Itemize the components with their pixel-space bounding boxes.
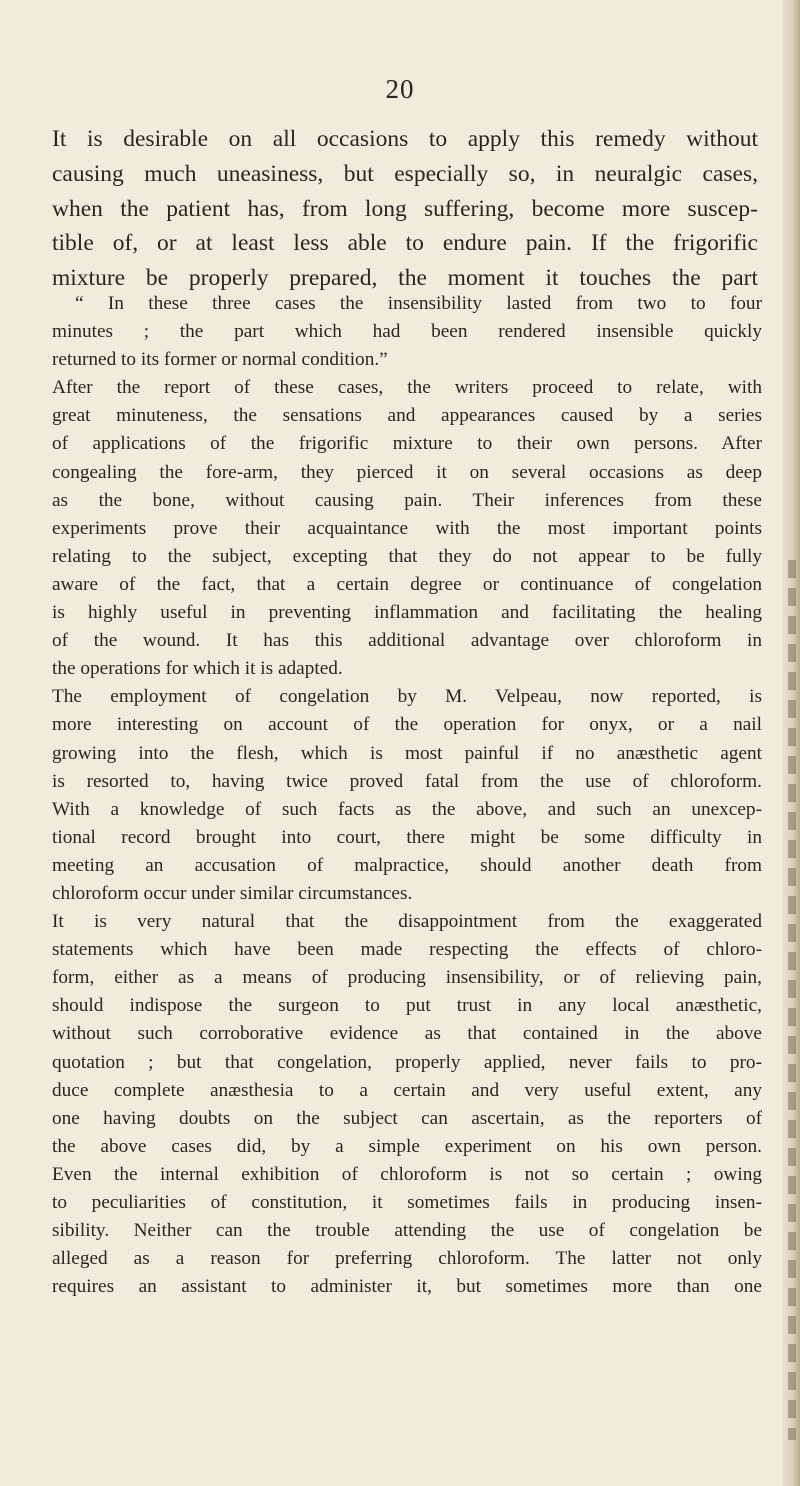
paragraph-small-type — [52, 290, 762, 1301]
text-line: minutes ; the part which had been rendered insensible quickly — [52, 321, 762, 343]
text-line: After the report of these cases, the writers proceed to relate, with — [52, 377, 762, 399]
text-line: quotation ; but that congelation, properly applied, never fails to pro- — [52, 1051, 762, 1073]
text-line: tional record brought into court, there might be some difficulty in — [52, 826, 762, 848]
text-line: sibility. Neither can the trouble attending the use of congelation be — [52, 1220, 762, 1242]
text-line: form, either as a means of producing insensibility, or of relieving pain, — [52, 967, 762, 989]
page-number: 20 — [385, 74, 415, 104]
text-line: requires an assistant to administer it, but sometimes more than one — [52, 1276, 762, 1298]
text-line: aware of the fact, that a certain degree or continuance of congelation — [52, 573, 762, 595]
text-line: It is very natural that the disappointment from the exaggerated — [52, 911, 762, 933]
text-line: congealing the fore-arm, they pierced it on several occasions as deep — [52, 461, 762, 483]
text-line: meeting an accusation of malpractice, should another death from — [52, 854, 762, 876]
text-line: With a knowledge of such facts as the above, and such an unexcep- — [52, 798, 762, 820]
text-line: mixture be properly prepared, the moment it touches the part — [52, 265, 758, 292]
text-line: as the bone, without causing pain. Their inferences from these — [52, 489, 762, 511]
text-line: statements which have been made respecting the effects of chloro- — [52, 939, 762, 961]
text-line: great minuteness, the sensations and appearances caused by a series — [52, 405, 762, 427]
bleed-through-marks — [788, 560, 796, 1440]
text-line: more interesting on account of the operation for onyx, or a nail — [52, 714, 762, 736]
text-line: relating to the subject, excepting that they do not appear to be fully — [52, 545, 762, 567]
text-line: the operations for which it is adapted. — [52, 658, 343, 680]
text-line: when the patient has, from long suffering, become more suscep- — [52, 195, 758, 222]
paragraph-large-type — [52, 122, 758, 296]
text-line: should indispose the surgeon to put trust in any local anæsthetic, — [52, 995, 762, 1017]
text-line: one having doubts on the subject can ascertain, as the reporters of — [52, 1107, 762, 1129]
text-line: of the wound. It has this additional advantage over chloroform in — [52, 630, 762, 652]
text-line: chloroform occur under similar circumstances. — [52, 882, 413, 904]
text-line: returned to its former or normal condition.” — [52, 349, 388, 371]
text-line: It is desirable on all occasions to apply this remedy without — [52, 126, 758, 152]
text-line: causing much uneasiness, but especially so, in neuralgic cases, — [52, 160, 758, 187]
text-line: alleged as a reason for preferring chloroform. The latter not only — [52, 1248, 762, 1270]
text-line: The employment of congelation by M. Velpeau, now reported, is — [52, 686, 762, 708]
text-line: the above cases did, by a simple experiment on his own person. — [52, 1135, 762, 1157]
text-line: of applications of the frigorific mixture to their own persons. After — [52, 433, 762, 455]
text-line: Even the internal exhibition of chloroform is not so certain ; owing — [52, 1163, 762, 1185]
text-line: without such corroborative evidence as that contained in the above — [52, 1023, 762, 1045]
text-line: experiments prove their acquaintance with the most important points — [52, 517, 762, 539]
text-line: is resorted to, having twice proved fatal from the use of chloroform. — [52, 770, 762, 792]
text-line: growing into the flesh, which is most painful if no anæsthetic agent — [52, 742, 762, 764]
text-line: “ In these three cases the insensibility lasted from two to four — [75, 293, 762, 314]
text-line: is highly useful in preventing inflammation and facilitating the healing — [52, 602, 762, 624]
text-line: duce complete anæsthesia to a certain and very useful extent, any — [52, 1079, 762, 1101]
text-line: tible of, or at least less able to endure pain. If the frigorific — [52, 230, 758, 257]
page-edge-shadow — [782, 0, 800, 1486]
text-line: to peculiarities of constitution, it sometimes fails in producing insen- — [52, 1192, 762, 1213]
